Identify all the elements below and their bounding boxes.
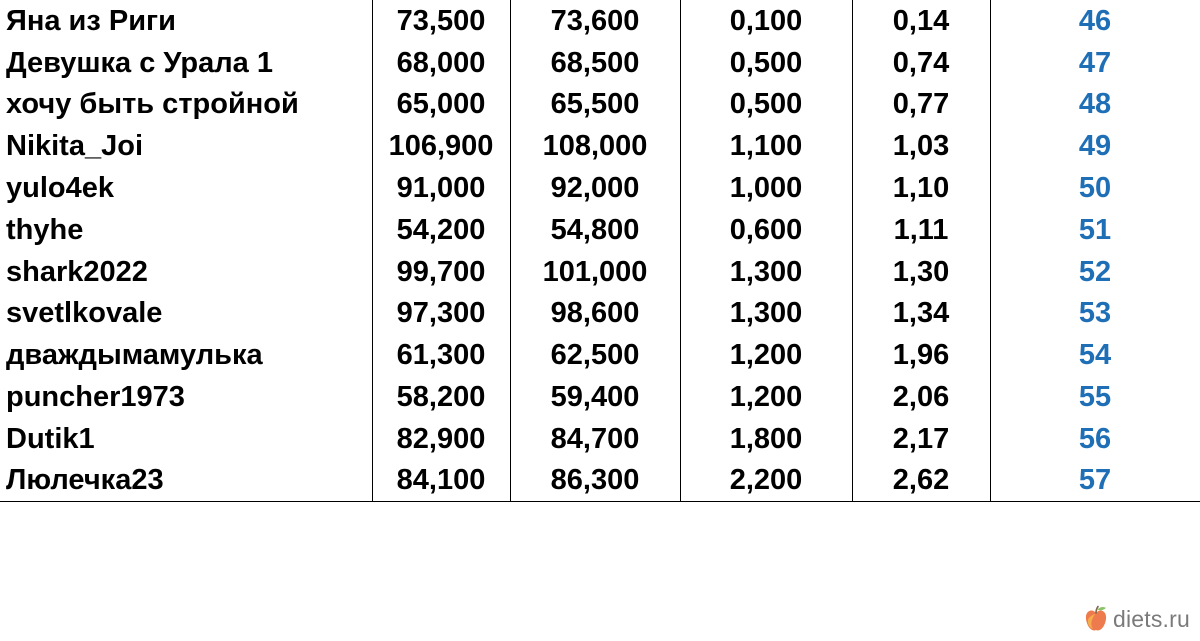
participant-name-cell: Девушка с Урала 1 [0, 42, 372, 84]
participant-name-cell: хочу быть стройной [0, 84, 372, 126]
percent-cell: 2,06 [852, 376, 990, 418]
percent-cell: 0,74 [852, 42, 990, 84]
table-row [0, 0, 1200, 42]
table-row [0, 42, 1200, 84]
apple-logo-icon [1083, 605, 1109, 633]
percent-cell: 1,11 [852, 209, 990, 251]
participant-name-cell: Яна из Риги [0, 0, 372, 42]
table-row [0, 460, 1200, 502]
current-weight-cell: 92,000 [510, 167, 680, 209]
place-cell: 50 [990, 167, 1200, 209]
place-cell: 54 [990, 334, 1200, 376]
weight-gain-cell: 1,200 [680, 334, 852, 376]
start-weight-cell: 61,300 [372, 334, 510, 376]
participant-name-cell: thyhe [0, 209, 372, 251]
table-row [0, 334, 1200, 376]
weight-gain-cell: 1,300 [680, 293, 852, 335]
current-weight-cell: 54,800 [510, 209, 680, 251]
watermark-text: diets.ru [1112, 605, 1190, 632]
start-weight-cell: 73,500 [372, 0, 510, 42]
start-weight-cell: 84,100 [372, 460, 510, 502]
place-cell: 53 [990, 293, 1200, 335]
current-weight-cell: 98,600 [510, 293, 680, 335]
percent-cell: 1,96 [852, 334, 990, 376]
table-row [0, 376, 1200, 418]
weight-gain-cell: 0,500 [680, 84, 852, 126]
percent-cell: 0,14 [852, 0, 990, 42]
weight-gain-cell: 1,200 [680, 376, 852, 418]
participant-name-cell: svetlkovale [0, 293, 372, 335]
table-row [0, 167, 1200, 209]
percent-cell: 1,30 [852, 251, 990, 293]
participant-name-cell: Dutik1 [0, 418, 372, 460]
start-weight-cell: 58,200 [372, 376, 510, 418]
diets-ru-watermark [1083, 605, 1190, 633]
weight-gain-cell: 1,000 [680, 167, 852, 209]
weight-gain-cell: 0,600 [680, 209, 852, 251]
participant-name-cell: yulo4ek [0, 167, 372, 209]
place-cell: 48 [990, 84, 1200, 126]
place-cell: 55 [990, 376, 1200, 418]
start-weight-cell: 82,900 [372, 418, 510, 460]
place-cell: 56 [990, 418, 1200, 460]
table-row [0, 209, 1200, 251]
participant-name-cell: Nikita_Joi [0, 125, 372, 167]
table-row [0, 293, 1200, 335]
percent-cell: 1,34 [852, 293, 990, 335]
place-cell: 52 [990, 251, 1200, 293]
current-weight-cell: 101,000 [510, 251, 680, 293]
participant-name-cell: дваждымамулька [0, 334, 372, 376]
current-weight-cell: 62,500 [510, 334, 680, 376]
current-weight-cell: 68,500 [510, 42, 680, 84]
percent-cell: 0,77 [852, 84, 990, 126]
place-cell: 51 [990, 209, 1200, 251]
weight-gain-cell: 0,100 [680, 0, 852, 42]
weight-gain-cell: 2,200 [680, 460, 852, 502]
start-weight-cell: 68,000 [372, 42, 510, 84]
current-weight-cell: 84,700 [510, 418, 680, 460]
current-weight-cell: 59,400 [510, 376, 680, 418]
start-weight-cell: 99,700 [372, 251, 510, 293]
start-weight-cell: 106,900 [372, 125, 510, 167]
start-weight-cell: 54,200 [372, 209, 510, 251]
start-weight-cell: 97,300 [372, 293, 510, 335]
percent-cell: 1,03 [852, 125, 990, 167]
place-cell: 47 [990, 42, 1200, 84]
current-weight-cell: 86,300 [510, 460, 680, 502]
place-cell: 49 [990, 125, 1200, 167]
percent-cell: 1,10 [852, 167, 990, 209]
start-weight-cell: 91,000 [372, 167, 510, 209]
current-weight-cell: 73,600 [510, 0, 680, 42]
weight-gain-cell: 1,800 [680, 418, 852, 460]
table-row [0, 418, 1200, 460]
percent-cell: 2,17 [852, 418, 990, 460]
place-cell: 57 [990, 460, 1200, 502]
current-weight-cell: 108,000 [510, 125, 680, 167]
table-row [0, 251, 1200, 293]
participant-name-cell: Люлечка23 [0, 460, 372, 502]
start-weight-cell: 65,000 [372, 84, 510, 126]
table-row [0, 125, 1200, 167]
participant-name-cell: shark2022 [0, 251, 372, 293]
participant-name-cell: puncher1973 [0, 376, 372, 418]
weight-gain-cell: 1,300 [680, 251, 852, 293]
current-weight-cell: 65,500 [510, 84, 680, 126]
weight-gain-cell: 0,500 [680, 42, 852, 84]
table-row [0, 84, 1200, 126]
place-cell: 46 [990, 0, 1200, 42]
weight-gain-cell: 1,100 [680, 125, 852, 167]
percent-cell: 2,62 [852, 460, 990, 502]
